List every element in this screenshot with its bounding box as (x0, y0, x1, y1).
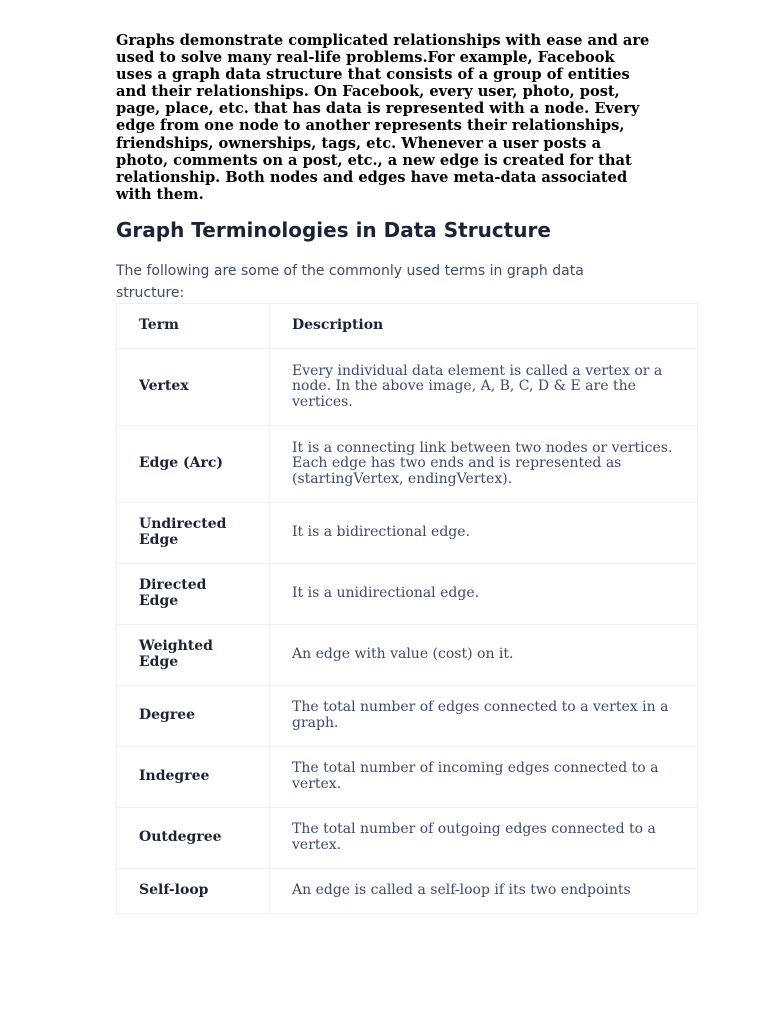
section-lead: The following are some of the commonly used terms in graph data structure: (116, 262, 584, 301)
term-cell: Self-loop (117, 868, 270, 913)
table-row (117, 502, 698, 563)
column-header-description: Description (270, 303, 698, 348)
term-cell: Weighted Edge (117, 624, 270, 685)
table-row (117, 624, 698, 685)
description-cell: It is a connecting link between two nodes or vertices. Each edge has two ends and is represented as (startingVertex, endingVertex). (270, 425, 698, 502)
table-row (117, 563, 698, 624)
table-header-row (117, 303, 698, 348)
section-heading: Graph Terminologies in Data Structure (116, 217, 551, 242)
term-cell: Vertex (117, 348, 270, 425)
table-row (117, 746, 698, 807)
description-cell: Every individual data element is called a vertex or a node. In the above image, A, B, C, D & E are the vertices. (270, 348, 698, 425)
description-cell: An edge with value (cost) on it. (270, 624, 698, 685)
table-row (117, 685, 698, 746)
description-cell: It is a unidirectional edge. (270, 563, 698, 624)
description-cell: It is a bidirectional edge. (270, 502, 698, 563)
term-cell: Edge (Arc) (117, 425, 270, 502)
term-cell: Indegree (117, 746, 270, 807)
term-cell: Undirected Edge (117, 502, 270, 563)
terminology-table (116, 303, 698, 914)
table-row (117, 807, 698, 868)
term-cell: Outdegree (117, 807, 270, 868)
table-row (117, 348, 698, 425)
term-cell: Degree (117, 685, 270, 746)
table-row (117, 425, 698, 502)
article-content (116, 32, 697, 914)
description-cell: The total number of outgoing edges connected to a vertex. (270, 807, 698, 868)
column-header-term: Term (117, 303, 270, 348)
description-cell: An edge is called a self-loop if its two endpoints (270, 868, 698, 913)
intro-paragraph: Graphs demonstrate complicated relationships with ease and are used to solve many real-life problems.For example, Facebook uses a graph data structure that consists of a group of entities and their relationships. On Facebook, every user, photo, post, page, place, etc. that has data is represented with a node. Every edge from one node to another represents their relationships, friendships, ownerships, tags, etc. Whenever a user posts a photo, comments on a post, etc., a new edge is created for that relationship. Both nodes and edges have meta-data associated with them. (116, 32, 650, 203)
term-cell: Directed Edge (117, 563, 270, 624)
table-row (117, 868, 698, 913)
description-cell: The total number of incoming edges connected to a vertex. (270, 746, 698, 807)
description-cell: The total number of edges connected to a vertex in a graph. (270, 685, 698, 746)
